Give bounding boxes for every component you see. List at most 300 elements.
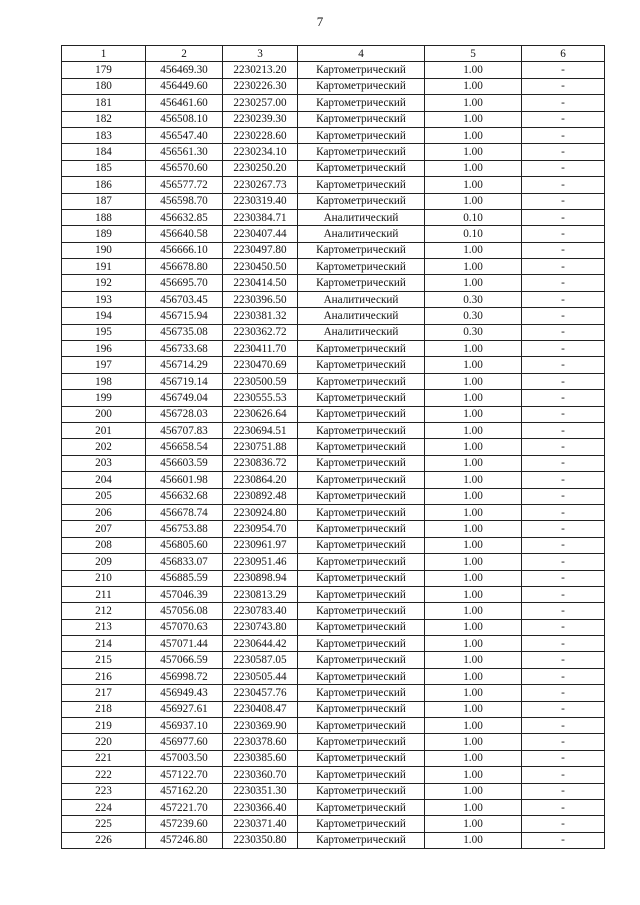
point-number-cell: 179 bbox=[62, 62, 146, 78]
point-number-cell: 213 bbox=[62, 619, 146, 635]
y-coordinate-cell: 2230587.05 bbox=[223, 652, 298, 668]
method-cell: Картометрический bbox=[298, 554, 425, 570]
accuracy-cell: 0.30 bbox=[425, 291, 522, 307]
note-cell: - bbox=[522, 603, 605, 619]
method-cell: Аналитический bbox=[298, 308, 425, 324]
y-coordinate-cell: 2230783.40 bbox=[223, 603, 298, 619]
point-number-cell: 209 bbox=[62, 554, 146, 570]
accuracy-cell: 1.00 bbox=[425, 242, 522, 258]
x-coordinate-cell: 457221.70 bbox=[146, 799, 223, 815]
method-cell: Аналитический bbox=[298, 324, 425, 340]
column-header-4: 4 bbox=[298, 46, 425, 62]
note-cell: - bbox=[522, 488, 605, 504]
y-coordinate-cell: 2230743.80 bbox=[223, 619, 298, 635]
method-cell: Картометрический bbox=[298, 799, 425, 815]
table-body bbox=[62, 62, 605, 849]
x-coordinate-cell: 456632.68 bbox=[146, 488, 223, 504]
table-row bbox=[62, 259, 605, 275]
point-number-cell: 191 bbox=[62, 259, 146, 275]
x-coordinate-cell: 456949.43 bbox=[146, 685, 223, 701]
y-coordinate-cell: 2230450.50 bbox=[223, 259, 298, 275]
note-cell: - bbox=[522, 177, 605, 193]
y-coordinate-cell: 2230396.50 bbox=[223, 291, 298, 307]
accuracy-cell: 1.00 bbox=[425, 734, 522, 750]
table-row bbox=[62, 832, 605, 848]
accuracy-cell: 1.00 bbox=[425, 619, 522, 635]
y-coordinate-cell: 2230457.76 bbox=[223, 685, 298, 701]
y-coordinate-cell: 2230378.60 bbox=[223, 734, 298, 750]
table-row bbox=[62, 226, 605, 242]
y-coordinate-cell: 2230234.10 bbox=[223, 144, 298, 160]
method-cell: Картометрический bbox=[298, 734, 425, 750]
table-row bbox=[62, 636, 605, 652]
table-row bbox=[62, 62, 605, 78]
table-row bbox=[62, 783, 605, 799]
table-row bbox=[62, 718, 605, 734]
note-cell: - bbox=[522, 701, 605, 717]
point-number-cell: 225 bbox=[62, 816, 146, 832]
x-coordinate-cell: 456640.58 bbox=[146, 226, 223, 242]
y-coordinate-cell: 2230319.40 bbox=[223, 193, 298, 209]
y-coordinate-cell: 2230414.50 bbox=[223, 275, 298, 291]
accuracy-cell: 1.00 bbox=[425, 701, 522, 717]
coordinates-table bbox=[61, 45, 605, 849]
table-row bbox=[62, 95, 605, 111]
table-row bbox=[62, 406, 605, 422]
column-header-1: 1 bbox=[62, 46, 146, 62]
y-coordinate-cell: 2230864.20 bbox=[223, 472, 298, 488]
column-header-6: 6 bbox=[522, 46, 605, 62]
note-cell: - bbox=[522, 160, 605, 176]
table-row bbox=[62, 390, 605, 406]
method-cell: Картометрический bbox=[298, 275, 425, 291]
point-number-cell: 196 bbox=[62, 341, 146, 357]
table-row bbox=[62, 570, 605, 586]
note-cell: - bbox=[522, 439, 605, 455]
method-cell: Картометрический bbox=[298, 455, 425, 471]
table-row bbox=[62, 586, 605, 602]
table-row bbox=[62, 537, 605, 553]
y-coordinate-cell: 2230257.00 bbox=[223, 95, 298, 111]
point-number-cell: 199 bbox=[62, 390, 146, 406]
y-coordinate-cell: 2230951.46 bbox=[223, 554, 298, 570]
table-row bbox=[62, 750, 605, 766]
accuracy-cell: 1.00 bbox=[425, 521, 522, 537]
point-number-cell: 194 bbox=[62, 308, 146, 324]
note-cell: - bbox=[522, 324, 605, 340]
y-coordinate-cell: 2230366.40 bbox=[223, 799, 298, 815]
method-cell: Картометрический bbox=[298, 373, 425, 389]
table-row bbox=[62, 816, 605, 832]
method-cell: Аналитический bbox=[298, 226, 425, 242]
note-cell: - bbox=[522, 472, 605, 488]
table-row bbox=[62, 455, 605, 471]
x-coordinate-cell: 456561.30 bbox=[146, 144, 223, 160]
method-cell: Картометрический bbox=[298, 357, 425, 373]
table-row bbox=[62, 554, 605, 570]
point-number-cell: 215 bbox=[62, 652, 146, 668]
x-coordinate-cell: 456937.10 bbox=[146, 718, 223, 734]
x-coordinate-cell: 456678.74 bbox=[146, 504, 223, 520]
x-coordinate-cell: 456714.29 bbox=[146, 357, 223, 373]
accuracy-cell: 1.00 bbox=[425, 750, 522, 766]
x-coordinate-cell: 456658.54 bbox=[146, 439, 223, 455]
note-cell: - bbox=[522, 718, 605, 734]
table-row bbox=[62, 422, 605, 438]
note-cell: - bbox=[522, 62, 605, 78]
x-coordinate-cell: 456577.72 bbox=[146, 177, 223, 193]
x-coordinate-cell: 456977.60 bbox=[146, 734, 223, 750]
method-cell: Картометрический bbox=[298, 144, 425, 160]
accuracy-cell: 1.00 bbox=[425, 767, 522, 783]
method-cell: Картометрический bbox=[298, 718, 425, 734]
note-cell: - bbox=[522, 111, 605, 127]
point-number-cell: 214 bbox=[62, 636, 146, 652]
x-coordinate-cell: 456753.88 bbox=[146, 521, 223, 537]
y-coordinate-cell: 2230407.44 bbox=[223, 226, 298, 242]
point-number-cell: 210 bbox=[62, 570, 146, 586]
point-number-cell: 188 bbox=[62, 209, 146, 225]
column-header-2: 2 bbox=[146, 46, 223, 62]
x-coordinate-cell: 456733.68 bbox=[146, 341, 223, 357]
method-cell: Картометрический bbox=[298, 701, 425, 717]
table-row bbox=[62, 177, 605, 193]
accuracy-cell: 1.00 bbox=[425, 111, 522, 127]
point-number-cell: 192 bbox=[62, 275, 146, 291]
y-coordinate-cell: 2230213.20 bbox=[223, 62, 298, 78]
method-cell: Картометрический bbox=[298, 504, 425, 520]
point-number-cell: 224 bbox=[62, 799, 146, 815]
y-coordinate-cell: 2230371.40 bbox=[223, 816, 298, 832]
x-coordinate-cell: 456707.83 bbox=[146, 422, 223, 438]
point-number-cell: 216 bbox=[62, 668, 146, 684]
note-cell: - bbox=[522, 619, 605, 635]
table-row bbox=[62, 799, 605, 815]
table-row bbox=[62, 603, 605, 619]
x-coordinate-cell: 456998.72 bbox=[146, 668, 223, 684]
accuracy-cell: 1.00 bbox=[425, 78, 522, 94]
table-row bbox=[62, 619, 605, 635]
table-row bbox=[62, 242, 605, 258]
method-cell: Картометрический bbox=[298, 78, 425, 94]
x-coordinate-cell: 457246.80 bbox=[146, 832, 223, 848]
y-coordinate-cell: 2230505.44 bbox=[223, 668, 298, 684]
y-coordinate-cell: 2230898.94 bbox=[223, 570, 298, 586]
accuracy-cell: 1.00 bbox=[425, 570, 522, 586]
accuracy-cell: 0.30 bbox=[425, 324, 522, 340]
x-coordinate-cell: 456469.30 bbox=[146, 62, 223, 78]
accuracy-cell: 1.00 bbox=[425, 390, 522, 406]
accuracy-cell: 0.10 bbox=[425, 209, 522, 225]
note-cell: - bbox=[522, 242, 605, 258]
accuracy-cell: 1.00 bbox=[425, 685, 522, 701]
y-coordinate-cell: 2230411.70 bbox=[223, 341, 298, 357]
note-cell: - bbox=[522, 554, 605, 570]
method-cell: Аналитический bbox=[298, 209, 425, 225]
y-coordinate-cell: 2230350.80 bbox=[223, 832, 298, 848]
point-number-cell: 226 bbox=[62, 832, 146, 848]
column-header-3: 3 bbox=[223, 46, 298, 62]
method-cell: Картометрический bbox=[298, 570, 425, 586]
y-coordinate-cell: 2230751.88 bbox=[223, 439, 298, 455]
method-cell: Картометрический bbox=[298, 619, 425, 635]
point-number-cell: 190 bbox=[62, 242, 146, 258]
x-coordinate-cell: 457239.60 bbox=[146, 816, 223, 832]
x-coordinate-cell: 457122.70 bbox=[146, 767, 223, 783]
point-number-cell: 218 bbox=[62, 701, 146, 717]
accuracy-cell: 1.00 bbox=[425, 472, 522, 488]
note-cell: - bbox=[522, 78, 605, 94]
table-row bbox=[62, 291, 605, 307]
accuracy-cell: 1.00 bbox=[425, 193, 522, 209]
note-cell: - bbox=[522, 636, 605, 652]
accuracy-cell: 1.00 bbox=[425, 636, 522, 652]
y-coordinate-cell: 2230360.70 bbox=[223, 767, 298, 783]
method-cell: Картометрический bbox=[298, 783, 425, 799]
table-row bbox=[62, 324, 605, 340]
x-coordinate-cell: 456449.60 bbox=[146, 78, 223, 94]
y-coordinate-cell: 2230694.51 bbox=[223, 422, 298, 438]
method-cell: Картометрический bbox=[298, 750, 425, 766]
table-row bbox=[62, 275, 605, 291]
x-coordinate-cell: 456632.85 bbox=[146, 209, 223, 225]
table-row bbox=[62, 668, 605, 684]
x-coordinate-cell: 457162.20 bbox=[146, 783, 223, 799]
note-cell: - bbox=[522, 685, 605, 701]
y-coordinate-cell: 2230385.60 bbox=[223, 750, 298, 766]
point-number-cell: 204 bbox=[62, 472, 146, 488]
point-number-cell: 181 bbox=[62, 95, 146, 111]
note-cell: - bbox=[522, 504, 605, 520]
point-number-cell: 195 bbox=[62, 324, 146, 340]
point-number-cell: 201 bbox=[62, 422, 146, 438]
point-number-cell: 184 bbox=[62, 144, 146, 160]
x-coordinate-cell: 456570.60 bbox=[146, 160, 223, 176]
table-row bbox=[62, 373, 605, 389]
table-row bbox=[62, 504, 605, 520]
y-coordinate-cell: 2230226.30 bbox=[223, 78, 298, 94]
y-coordinate-cell: 2230267.73 bbox=[223, 177, 298, 193]
method-cell: Картометрический bbox=[298, 193, 425, 209]
y-coordinate-cell: 2230500.59 bbox=[223, 373, 298, 389]
method-cell: Картометрический bbox=[298, 636, 425, 652]
point-number-cell: 197 bbox=[62, 357, 146, 373]
point-number-cell: 212 bbox=[62, 603, 146, 619]
point-number-cell: 208 bbox=[62, 537, 146, 553]
table-row bbox=[62, 521, 605, 537]
note-cell: - bbox=[522, 291, 605, 307]
method-cell: Картометрический bbox=[298, 586, 425, 602]
note-cell: - bbox=[522, 95, 605, 111]
point-number-cell: 200 bbox=[62, 406, 146, 422]
accuracy-cell: 1.00 bbox=[425, 160, 522, 176]
method-cell: Картометрический bbox=[298, 406, 425, 422]
note-cell: - bbox=[522, 783, 605, 799]
x-coordinate-cell: 456728.03 bbox=[146, 406, 223, 422]
table-row bbox=[62, 439, 605, 455]
note-cell: - bbox=[522, 193, 605, 209]
x-coordinate-cell: 456508.10 bbox=[146, 111, 223, 127]
y-coordinate-cell: 2230470.69 bbox=[223, 357, 298, 373]
x-coordinate-cell: 456603.59 bbox=[146, 455, 223, 471]
y-coordinate-cell: 2230497.80 bbox=[223, 242, 298, 258]
table-row bbox=[62, 472, 605, 488]
accuracy-cell: 1.00 bbox=[425, 422, 522, 438]
table-row bbox=[62, 127, 605, 143]
point-number-cell: 223 bbox=[62, 783, 146, 799]
accuracy-cell: 1.00 bbox=[425, 341, 522, 357]
point-number-cell: 217 bbox=[62, 685, 146, 701]
accuracy-cell: 0.10 bbox=[425, 226, 522, 242]
x-coordinate-cell: 457066.59 bbox=[146, 652, 223, 668]
table-row bbox=[62, 767, 605, 783]
note-cell: - bbox=[522, 406, 605, 422]
y-coordinate-cell: 2230813.29 bbox=[223, 586, 298, 602]
accuracy-cell: 1.00 bbox=[425, 652, 522, 668]
note-cell: - bbox=[522, 373, 605, 389]
accuracy-cell: 1.00 bbox=[425, 259, 522, 275]
x-coordinate-cell: 456678.80 bbox=[146, 259, 223, 275]
method-cell: Картометрический bbox=[298, 668, 425, 684]
accuracy-cell: 1.00 bbox=[425, 62, 522, 78]
note-cell: - bbox=[522, 357, 605, 373]
x-coordinate-cell: 456547.40 bbox=[146, 127, 223, 143]
table-row bbox=[62, 701, 605, 717]
x-coordinate-cell: 456703.45 bbox=[146, 291, 223, 307]
method-cell: Картометрический bbox=[298, 439, 425, 455]
point-number-cell: 205 bbox=[62, 488, 146, 504]
note-cell: - bbox=[522, 832, 605, 848]
x-coordinate-cell: 456833.07 bbox=[146, 554, 223, 570]
note-cell: - bbox=[522, 734, 605, 750]
accuracy-cell: 1.00 bbox=[425, 439, 522, 455]
table-row bbox=[62, 488, 605, 504]
method-cell: Картометрический bbox=[298, 488, 425, 504]
point-number-cell: 198 bbox=[62, 373, 146, 389]
note-cell: - bbox=[522, 668, 605, 684]
table-row bbox=[62, 308, 605, 324]
y-coordinate-cell: 2230250.20 bbox=[223, 160, 298, 176]
x-coordinate-cell: 457046.39 bbox=[146, 586, 223, 602]
note-cell: - bbox=[522, 226, 605, 242]
y-coordinate-cell: 2230239.30 bbox=[223, 111, 298, 127]
y-coordinate-cell: 2230555.53 bbox=[223, 390, 298, 406]
point-number-cell: 221 bbox=[62, 750, 146, 766]
column-header-5: 5 bbox=[425, 46, 522, 62]
x-coordinate-cell: 456601.98 bbox=[146, 472, 223, 488]
accuracy-cell: 1.00 bbox=[425, 504, 522, 520]
note-cell: - bbox=[522, 127, 605, 143]
note-cell: - bbox=[522, 144, 605, 160]
note-cell: - bbox=[522, 390, 605, 406]
note-cell: - bbox=[522, 422, 605, 438]
note-cell: - bbox=[522, 209, 605, 225]
x-coordinate-cell: 456719.14 bbox=[146, 373, 223, 389]
table-header-row bbox=[62, 46, 605, 62]
point-number-cell: 187 bbox=[62, 193, 146, 209]
y-coordinate-cell: 2230369.90 bbox=[223, 718, 298, 734]
point-number-cell: 189 bbox=[62, 226, 146, 242]
point-number-cell: 185 bbox=[62, 160, 146, 176]
x-coordinate-cell: 457056.08 bbox=[146, 603, 223, 619]
accuracy-cell: 1.00 bbox=[425, 373, 522, 389]
accuracy-cell: 1.00 bbox=[425, 177, 522, 193]
y-coordinate-cell: 2230954.70 bbox=[223, 521, 298, 537]
table-row bbox=[62, 209, 605, 225]
point-number-cell: 203 bbox=[62, 455, 146, 471]
method-cell: Аналитический bbox=[298, 291, 425, 307]
accuracy-cell: 1.00 bbox=[425, 668, 522, 684]
table-row bbox=[62, 734, 605, 750]
accuracy-cell: 0.30 bbox=[425, 308, 522, 324]
method-cell: Картометрический bbox=[298, 111, 425, 127]
note-cell: - bbox=[522, 521, 605, 537]
table-row bbox=[62, 193, 605, 209]
x-coordinate-cell: 456666.10 bbox=[146, 242, 223, 258]
method-cell: Картометрический bbox=[298, 341, 425, 357]
note-cell: - bbox=[522, 750, 605, 766]
method-cell: Картометрический bbox=[298, 259, 425, 275]
x-coordinate-cell: 456749.04 bbox=[146, 390, 223, 406]
accuracy-cell: 1.00 bbox=[425, 537, 522, 553]
method-cell: Картометрический bbox=[298, 521, 425, 537]
x-coordinate-cell: 457070.63 bbox=[146, 619, 223, 635]
note-cell: - bbox=[522, 455, 605, 471]
note-cell: - bbox=[522, 275, 605, 291]
y-coordinate-cell: 2230362.72 bbox=[223, 324, 298, 340]
x-coordinate-cell: 456805.60 bbox=[146, 537, 223, 553]
accuracy-cell: 1.00 bbox=[425, 95, 522, 111]
table-row bbox=[62, 78, 605, 94]
method-cell: Картометрический bbox=[298, 160, 425, 176]
x-coordinate-cell: 457003.50 bbox=[146, 750, 223, 766]
method-cell: Картометрический bbox=[298, 685, 425, 701]
x-coordinate-cell: 456715.94 bbox=[146, 308, 223, 324]
x-coordinate-cell: 456927.61 bbox=[146, 701, 223, 717]
note-cell: - bbox=[522, 570, 605, 586]
point-number-cell: 211 bbox=[62, 586, 146, 602]
point-number-cell: 202 bbox=[62, 439, 146, 455]
x-coordinate-cell: 456598.70 bbox=[146, 193, 223, 209]
accuracy-cell: 1.00 bbox=[425, 799, 522, 815]
x-coordinate-cell: 456695.70 bbox=[146, 275, 223, 291]
accuracy-cell: 1.00 bbox=[425, 718, 522, 734]
method-cell: Картометрический bbox=[298, 177, 425, 193]
accuracy-cell: 1.00 bbox=[425, 127, 522, 143]
page-number: 7 bbox=[316, 14, 324, 29]
note-cell: - bbox=[522, 799, 605, 815]
point-number-cell: 206 bbox=[62, 504, 146, 520]
table-row bbox=[62, 341, 605, 357]
accuracy-cell: 1.00 bbox=[425, 144, 522, 160]
y-coordinate-cell: 2230924.80 bbox=[223, 504, 298, 520]
point-number-cell: 207 bbox=[62, 521, 146, 537]
accuracy-cell: 1.00 bbox=[425, 406, 522, 422]
point-number-cell: 219 bbox=[62, 718, 146, 734]
table-row bbox=[62, 144, 605, 160]
method-cell: Картометрический bbox=[298, 652, 425, 668]
note-cell: - bbox=[522, 652, 605, 668]
x-coordinate-cell: 456461.60 bbox=[146, 95, 223, 111]
method-cell: Картометрический bbox=[298, 390, 425, 406]
point-number-cell: 180 bbox=[62, 78, 146, 94]
method-cell: Картометрический bbox=[298, 537, 425, 553]
method-cell: Картометрический bbox=[298, 472, 425, 488]
point-number-cell: 186 bbox=[62, 177, 146, 193]
y-coordinate-cell: 2230228.60 bbox=[223, 127, 298, 143]
y-coordinate-cell: 2230836.72 bbox=[223, 455, 298, 471]
point-number-cell: 182 bbox=[62, 111, 146, 127]
